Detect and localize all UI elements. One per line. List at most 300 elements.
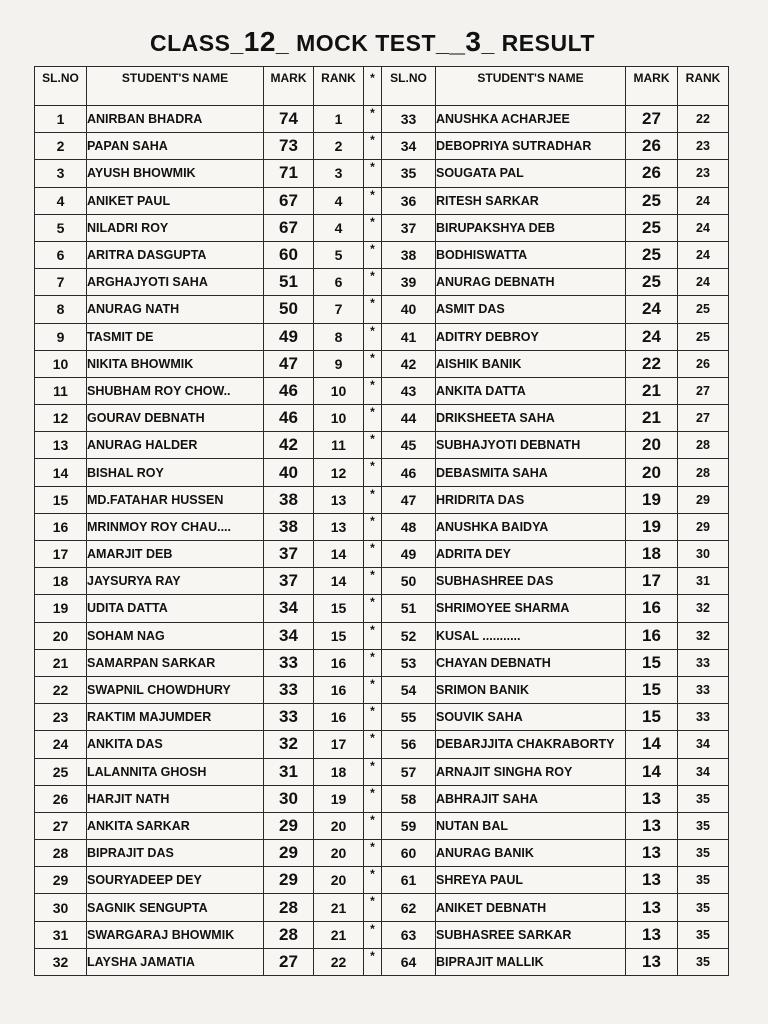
row-separator: * [364, 731, 382, 758]
left-mark: 71 [264, 160, 314, 187]
table-row [35, 214, 729, 241]
row-separator: * [364, 459, 382, 486]
right-sl-no: 45 [382, 432, 436, 459]
left-student-name: SWAPNIL CHOWDHURY [87, 676, 264, 703]
left-rank: 14 [314, 541, 364, 568]
left-mark: 37 [264, 541, 314, 568]
left-rank: 7 [314, 296, 364, 323]
left-rank: 20 [314, 812, 364, 839]
left-mark: 30 [264, 785, 314, 812]
right-student-name: BODHISWATTA [436, 241, 626, 268]
right-rank: 34 [678, 731, 729, 758]
left-sl-no: 32 [35, 948, 87, 975]
header-student-name-2: STUDENT'S NAME [436, 67, 626, 106]
left-mark: 29 [264, 867, 314, 894]
left-student-name: AYUSH BHOWMIK [87, 160, 264, 187]
table-row [35, 432, 729, 459]
left-sl-no: 8 [35, 296, 87, 323]
left-student-name: ARITRA DASGUPTA [87, 241, 264, 268]
right-rank: 32 [678, 622, 729, 649]
right-student-name: KUSAL ........... [436, 622, 626, 649]
right-student-name: ANUSHKA BAIDYA [436, 513, 626, 540]
left-rank: 11 [314, 432, 364, 459]
header-sl-no: SL.NO [35, 67, 87, 106]
left-sl-no: 9 [35, 323, 87, 350]
left-rank: 9 [314, 350, 364, 377]
table-row [35, 160, 729, 187]
left-student-name: SWARGARAJ BHOWMIK [87, 921, 264, 948]
left-sl-no: 29 [35, 867, 87, 894]
right-student-name: SUBHASHREE DAS [436, 568, 626, 595]
left-rank: 15 [314, 622, 364, 649]
left-rank: 13 [314, 513, 364, 540]
left-sl-no: 31 [35, 921, 87, 948]
left-sl-no: 14 [35, 459, 87, 486]
left-student-name: ARGHAJYOTI SAHA [87, 269, 264, 296]
left-rank: 4 [314, 214, 364, 241]
left-student-name: NILADRI ROY [87, 214, 264, 241]
left-sl-no: 28 [35, 840, 87, 867]
left-student-name: BISHAL ROY [87, 459, 264, 486]
right-rank: 33 [678, 676, 729, 703]
right-rank: 35 [678, 867, 729, 894]
right-student-name: NUTAN BAL [436, 812, 626, 839]
right-mark: 18 [626, 541, 678, 568]
left-student-name: BIPRAJIT DAS [87, 840, 264, 867]
right-mark: 13 [626, 894, 678, 921]
right-sl-no: 40 [382, 296, 436, 323]
left-sl-no: 5 [35, 214, 87, 241]
right-sl-no: 63 [382, 921, 436, 948]
right-mark: 19 [626, 513, 678, 540]
left-mark: 34 [264, 622, 314, 649]
left-sl-no: 24 [35, 731, 87, 758]
left-mark: 29 [264, 840, 314, 867]
left-sl-no: 19 [35, 595, 87, 622]
left-student-name: AMARJIT DEB [87, 541, 264, 568]
left-student-name: PAPAN SAHA [87, 133, 264, 160]
right-student-name: ABHRAJIT SAHA [436, 785, 626, 812]
table-row [35, 948, 729, 975]
header-separator: * [364, 67, 382, 106]
right-sl-no: 34 [382, 133, 436, 160]
left-student-name: HARJIT NATH [87, 785, 264, 812]
left-rank: 22 [314, 948, 364, 975]
row-separator: * [364, 541, 382, 568]
left-rank: 3 [314, 160, 364, 187]
row-separator: * [364, 894, 382, 921]
left-mark: 42 [264, 432, 314, 459]
left-student-name: ANURAG NATH [87, 296, 264, 323]
left-rank: 8 [314, 323, 364, 350]
row-separator: * [364, 622, 382, 649]
row-separator: * [364, 867, 382, 894]
right-student-name: SOUGATA PAL [436, 160, 626, 187]
right-student-name: AISHIK BANIK [436, 350, 626, 377]
row-separator: * [364, 758, 382, 785]
left-student-name: TASMIT DE [87, 323, 264, 350]
right-student-name: ANUSHKA ACHARJEE [436, 106, 626, 133]
right-mark: 13 [626, 812, 678, 839]
right-rank: 24 [678, 269, 729, 296]
left-mark: 46 [264, 405, 314, 432]
left-mark: 33 [264, 676, 314, 703]
right-student-name: SHRIMOYEE SHARMA [436, 595, 626, 622]
right-student-name: SHREYA PAUL [436, 867, 626, 894]
title-class-number: 12 [243, 26, 276, 57]
left-student-name: LALANNITA GHOSH [87, 758, 264, 785]
left-rank: 2 [314, 133, 364, 160]
left-mark: 38 [264, 486, 314, 513]
table-row [35, 622, 729, 649]
row-separator: * [364, 241, 382, 268]
row-separator: * [364, 595, 382, 622]
right-sl-no: 61 [382, 867, 436, 894]
right-sl-no: 36 [382, 187, 436, 214]
left-mark: 28 [264, 894, 314, 921]
table-row [35, 323, 729, 350]
row-separator: * [364, 106, 382, 133]
row-separator: * [364, 133, 382, 160]
right-rank: 23 [678, 160, 729, 187]
right-rank: 25 [678, 296, 729, 323]
right-sl-no: 46 [382, 459, 436, 486]
right-student-name: SUBHAJYOTI DEBNATH [436, 432, 626, 459]
right-mark: 15 [626, 676, 678, 703]
right-rank: 27 [678, 377, 729, 404]
left-mark: 33 [264, 704, 314, 731]
table-row [35, 377, 729, 404]
left-student-name: SAGNIK SENGUPTA [87, 894, 264, 921]
right-rank: 31 [678, 568, 729, 595]
right-rank: 28 [678, 432, 729, 459]
table-row [35, 812, 729, 839]
right-sl-no: 59 [382, 812, 436, 839]
right-rank: 30 [678, 541, 729, 568]
right-sl-no: 58 [382, 785, 436, 812]
row-separator: * [364, 323, 382, 350]
right-student-name: SUBHASREE SARKAR [436, 921, 626, 948]
right-rank: 33 [678, 704, 729, 731]
right-student-name: ANURAG DEBNATH [436, 269, 626, 296]
right-mark: 25 [626, 241, 678, 268]
left-sl-no: 26 [35, 785, 87, 812]
right-rank: 35 [678, 948, 729, 975]
right-student-name: ANKITA DATTA [436, 377, 626, 404]
row-separator: * [364, 948, 382, 975]
title-prefix: CLASS_ [150, 30, 244, 56]
title-middle: _ MOCK TEST_ [275, 30, 450, 56]
header-mark: MARK [264, 67, 314, 106]
left-sl-no: 3 [35, 160, 87, 187]
left-sl-no: 30 [35, 894, 87, 921]
right-mark: 21 [626, 377, 678, 404]
right-student-name: DEBARJJITA CHAKRABORTY [436, 731, 626, 758]
row-separator: * [364, 486, 382, 513]
left-student-name: JAYSURYA RAY [87, 568, 264, 595]
table-row [35, 785, 729, 812]
row-separator: * [364, 676, 382, 703]
left-sl-no: 11 [35, 377, 87, 404]
left-mark: 67 [264, 187, 314, 214]
left-student-name: RAKTIM MAJUMDER [87, 704, 264, 731]
left-sl-no: 13 [35, 432, 87, 459]
left-mark: 74 [264, 106, 314, 133]
left-mark: 50 [264, 296, 314, 323]
left-rank: 5 [314, 241, 364, 268]
table-row [35, 731, 729, 758]
left-student-name: ANKITA DAS [87, 731, 264, 758]
right-mark: 25 [626, 187, 678, 214]
right-sl-no: 41 [382, 323, 436, 350]
left-student-name: SOHAM NAG [87, 622, 264, 649]
header-sl-no-2: SL.NO [382, 67, 436, 106]
table-row [35, 676, 729, 703]
left-rank: 16 [314, 704, 364, 731]
row-separator: * [364, 649, 382, 676]
table-row [35, 106, 729, 133]
left-sl-no: 27 [35, 812, 87, 839]
left-sl-no: 22 [35, 676, 87, 703]
table-row [35, 486, 729, 513]
right-student-name: RITESH SARKAR [436, 187, 626, 214]
right-student-name: ARNAJIT SINGHA ROY [436, 758, 626, 785]
left-sl-no: 23 [35, 704, 87, 731]
left-rank: 21 [314, 894, 364, 921]
table-row [35, 840, 729, 867]
right-rank: 23 [678, 133, 729, 160]
right-rank: 35 [678, 840, 729, 867]
right-rank: 24 [678, 241, 729, 268]
result-table [34, 66, 729, 976]
left-sl-no: 6 [35, 241, 87, 268]
right-sl-no: 35 [382, 160, 436, 187]
table-row [35, 459, 729, 486]
left-mark: 67 [264, 214, 314, 241]
row-separator: * [364, 160, 382, 187]
right-rank: 33 [678, 649, 729, 676]
left-student-name: MRINMOY ROY CHAU.... [87, 513, 264, 540]
right-mark: 13 [626, 785, 678, 812]
header-student-name: STUDENT'S NAME [87, 67, 264, 106]
left-rank: 10 [314, 405, 364, 432]
table-row [35, 405, 729, 432]
row-separator: * [364, 840, 382, 867]
left-rank: 4 [314, 187, 364, 214]
left-sl-no: 21 [35, 649, 87, 676]
left-student-name: ANIKET PAUL [87, 187, 264, 214]
right-mark: 25 [626, 269, 678, 296]
right-sl-no: 62 [382, 894, 436, 921]
right-student-name: ADRITA DEY [436, 541, 626, 568]
table-row [35, 758, 729, 785]
left-rank: 14 [314, 568, 364, 595]
right-mark: 16 [626, 622, 678, 649]
row-separator: * [364, 350, 382, 377]
right-rank: 35 [678, 921, 729, 948]
title-test-number: _3 [449, 26, 482, 57]
row-separator: * [364, 921, 382, 948]
left-student-name: SOURYADEEP DEY [87, 867, 264, 894]
left-rank: 16 [314, 649, 364, 676]
right-student-name: DEBASMITA SAHA [436, 459, 626, 486]
left-sl-no: 20 [35, 622, 87, 649]
table-row [35, 296, 729, 323]
right-student-name: BIPRAJIT MALLIK [436, 948, 626, 975]
right-sl-no: 48 [382, 513, 436, 540]
right-student-name: SRIMON BANIK [436, 676, 626, 703]
left-rank: 20 [314, 840, 364, 867]
left-mark: 37 [264, 568, 314, 595]
left-rank: 12 [314, 459, 364, 486]
right-rank: 35 [678, 812, 729, 839]
table-row [35, 867, 729, 894]
right-mark: 22 [626, 350, 678, 377]
right-mark: 13 [626, 948, 678, 975]
left-student-name: SHUBHAM ROY CHOW.. [87, 377, 264, 404]
left-mark: 60 [264, 241, 314, 268]
left-student-name: ANURAG HALDER [87, 432, 264, 459]
left-student-name: LAYSHA JAMATIA [87, 948, 264, 975]
right-sl-no: 43 [382, 377, 436, 404]
page-title [150, 26, 610, 58]
row-separator: * [364, 214, 382, 241]
right-mark: 21 [626, 405, 678, 432]
row-separator: * [364, 785, 382, 812]
left-mark: 31 [264, 758, 314, 785]
left-sl-no: 16 [35, 513, 87, 540]
header-mark-2: MARK [626, 67, 678, 106]
row-separator: * [364, 432, 382, 459]
left-student-name: UDITA DATTA [87, 595, 264, 622]
right-sl-no: 38 [382, 241, 436, 268]
right-rank: 25 [678, 323, 729, 350]
right-mark: 19 [626, 486, 678, 513]
left-sl-no: 18 [35, 568, 87, 595]
right-rank: 24 [678, 214, 729, 241]
right-mark: 20 [626, 459, 678, 486]
right-mark: 20 [626, 432, 678, 459]
right-student-name: ASMIT DAS [436, 296, 626, 323]
table-row [35, 187, 729, 214]
table-body [35, 106, 729, 976]
left-rank: 18 [314, 758, 364, 785]
right-sl-no: 37 [382, 214, 436, 241]
right-sl-no: 51 [382, 595, 436, 622]
right-sl-no: 64 [382, 948, 436, 975]
left-sl-no: 1 [35, 106, 87, 133]
table-row [35, 241, 729, 268]
row-separator: * [364, 812, 382, 839]
right-student-name: BIRUPAKSHYA DEB [436, 214, 626, 241]
right-sl-no: 39 [382, 269, 436, 296]
right-sl-no: 47 [382, 486, 436, 513]
right-rank: 22 [678, 106, 729, 133]
left-mark: 73 [264, 133, 314, 160]
left-rank: 6 [314, 269, 364, 296]
left-rank: 16 [314, 676, 364, 703]
right-student-name: CHAYAN DEBNATH [436, 649, 626, 676]
left-student-name: GOURAV DEBNATH [87, 405, 264, 432]
table-row [35, 133, 729, 160]
right-rank: 32 [678, 595, 729, 622]
right-mark: 16 [626, 595, 678, 622]
left-sl-no: 2 [35, 133, 87, 160]
left-mark: 46 [264, 377, 314, 404]
right-rank: 29 [678, 513, 729, 540]
right-mark: 27 [626, 106, 678, 133]
right-student-name: ADITRY DEBROY [436, 323, 626, 350]
left-student-name: ANKITA SARKAR [87, 812, 264, 839]
right-rank: 35 [678, 894, 729, 921]
left-mark: 34 [264, 595, 314, 622]
right-sl-no: 53 [382, 649, 436, 676]
right-mark: 26 [626, 133, 678, 160]
left-sl-no: 15 [35, 486, 87, 513]
header-rank-2: RANK [678, 67, 729, 106]
right-mark: 15 [626, 649, 678, 676]
right-mark: 14 [626, 731, 678, 758]
table-row [35, 350, 729, 377]
right-sl-no: 60 [382, 840, 436, 867]
table-row [35, 704, 729, 731]
row-separator: * [364, 296, 382, 323]
right-student-name: ANIKET DEBNATH [436, 894, 626, 921]
left-sl-no: 17 [35, 541, 87, 568]
left-mark: 27 [264, 948, 314, 975]
table-row [35, 595, 729, 622]
right-mark: 13 [626, 921, 678, 948]
right-sl-no: 49 [382, 541, 436, 568]
right-sl-no: 55 [382, 704, 436, 731]
right-student-name: SOUVIK SAHA [436, 704, 626, 731]
left-mark: 38 [264, 513, 314, 540]
right-sl-no: 50 [382, 568, 436, 595]
header-rank: RANK [314, 67, 364, 106]
right-mark: 24 [626, 296, 678, 323]
right-student-name: ANURAG BANIK [436, 840, 626, 867]
right-sl-no: 54 [382, 676, 436, 703]
table-row [35, 513, 729, 540]
right-mark: 26 [626, 160, 678, 187]
left-mark: 29 [264, 812, 314, 839]
left-mark: 33 [264, 649, 314, 676]
left-mark: 47 [264, 350, 314, 377]
right-student-name: DRIKSHEETA SAHA [436, 405, 626, 432]
right-sl-no: 52 [382, 622, 436, 649]
right-mark: 13 [626, 840, 678, 867]
left-rank: 13 [314, 486, 364, 513]
right-mark: 25 [626, 214, 678, 241]
row-separator: * [364, 269, 382, 296]
table-row [35, 894, 729, 921]
right-rank: 27 [678, 405, 729, 432]
right-rank: 29 [678, 486, 729, 513]
table-row [35, 921, 729, 948]
right-rank: 35 [678, 785, 729, 812]
right-rank: 34 [678, 758, 729, 785]
right-mark: 14 [626, 758, 678, 785]
left-student-name: NIKITA BHOWMIK [87, 350, 264, 377]
left-mark: 32 [264, 731, 314, 758]
table-row [35, 541, 729, 568]
left-sl-no: 7 [35, 269, 87, 296]
right-sl-no: 42 [382, 350, 436, 377]
right-mark: 13 [626, 867, 678, 894]
left-rank: 10 [314, 377, 364, 404]
header-row [35, 67, 729, 106]
left-sl-no: 4 [35, 187, 87, 214]
